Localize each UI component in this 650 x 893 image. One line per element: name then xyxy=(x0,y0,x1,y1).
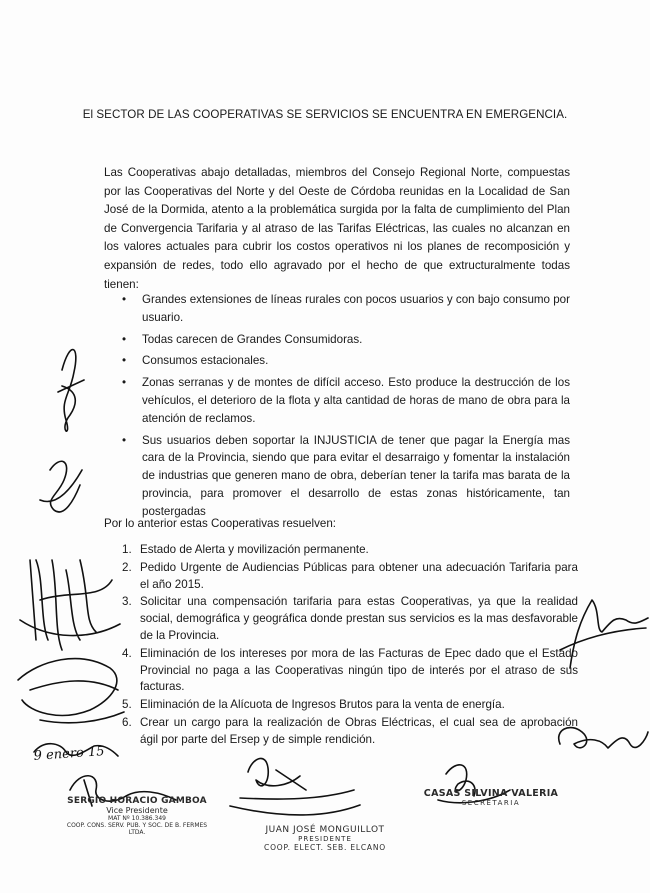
handwritten-date: 9 enero 15 xyxy=(33,744,105,764)
bullet-marker: • xyxy=(122,433,127,447)
resolution-item xyxy=(104,715,578,749)
bullet-item xyxy=(104,432,570,521)
stamp-casas xyxy=(416,788,566,807)
signatory-name: JUAN JOSÉ MONGUILLOT xyxy=(265,825,385,835)
signature-scribble xyxy=(230,758,360,815)
bullet-item xyxy=(104,352,570,370)
signatory-role: PRESIDENTE xyxy=(298,835,352,843)
resolution-text: Eliminación de la Alícuota de Ingresos Brutos para la venta de energía. xyxy=(140,698,505,712)
bullet-marker: • xyxy=(122,376,127,390)
resolutions-intro: Por lo anterior estas Cooperativas resuelven: xyxy=(104,517,336,530)
resolution-number: 6. xyxy=(122,715,132,729)
signatory-name: SERGIO HORACIO GAMBOA xyxy=(67,796,207,806)
signatory-coop: COOP. CONS. SERV. PUB. Y SOC. DE B. FERMES LTDA. xyxy=(66,822,208,836)
resolution-number: 5. xyxy=(122,698,132,712)
resolution-number: 3. xyxy=(122,595,132,609)
resolution-item xyxy=(104,594,578,644)
intro-paragraph: Las Cooperativas abajo detalladas, miembros del Consejo Regional Norte, compuestas por las Cooperativas del Norte y del Oeste de Córdoba reunidas en la Localidad de San José de la Dormida, atento a la problemática surgida por la falta de cumplimiento del Plan de Convergencia Tarifaria y al atraso de las Tarifas Eléctricas, las cuales no alcanzan en los valores actuales para cubrir los costos operativos ni los planes de recomposición y expansión de redes, todo ello agravado por el hecho de que extructuralmente todas tienen: xyxy=(104,166,570,291)
resolution-number: 2. xyxy=(122,560,132,574)
resolution-item xyxy=(104,560,578,594)
bullet-item xyxy=(104,291,570,327)
signature-scribble xyxy=(58,350,84,432)
resolution-item xyxy=(104,697,578,714)
bullet-text: Sus usuarios deben soportar la INJUSTICIA de tener que pagar la Energía mas cara de la Provincia, siendo que para evitar el desarraigo y fomentar la instalación de industrias que generen mano de obra, deberían tener la tarifa mas barata de la provincia, para promover el desarrollo de estas zonas históricamente, tan postergadas xyxy=(142,433,570,518)
resolution-text: Pedido Urgente de Audiencias Públicas para obtener una adecuación Tarifaria para el año 2015. xyxy=(140,560,578,591)
signatory-role: Vice Presidente xyxy=(106,806,168,815)
stamp-gamboa xyxy=(62,796,212,836)
resolution-text: Eliminación de los intereses por mora de las Facturas de Epec dado que el Estado Provincial no paga a las Cooperativas ningún tipo de interés por el atraso de sus facturas. xyxy=(140,646,578,694)
signatory-id: MAT Nº 10.386.349 xyxy=(108,815,166,822)
bullet-item xyxy=(104,331,570,349)
signatory-role: SECRETARIA xyxy=(461,799,521,807)
signature-scribble xyxy=(40,461,82,512)
resolution-text: Solicitar una compensación tarifaria para estas Cooperativas, ya que la realidad social, demográfica y geográfica donde prestan sus servicios es la mas desfavorable de la Provincia. xyxy=(140,595,578,642)
resolution-number: 4. xyxy=(122,646,132,660)
bullet-marker: • xyxy=(122,354,127,368)
signatory-coop: COOP. ELECT. SEB. ELCANO xyxy=(264,843,386,852)
resolution-text: Estado de Alerta y movilización permanente. xyxy=(140,543,369,556)
bullet-list xyxy=(104,291,570,525)
resolutions-list xyxy=(104,542,578,750)
bullet-text: Zonas serranas y de montes de difícil acceso. Esto produce la destrucción de los vehículos, el deterioro de la flota y alta cantidad de horas de mano de obra para la atención de reclamos. xyxy=(142,376,570,425)
bullet-text: Todas carecen de Grandes Consumidoras. xyxy=(142,332,363,346)
bullet-text: Consumos estacionales. xyxy=(142,354,269,368)
signatory-name: CASAS SILVINA VALERIA xyxy=(423,788,559,799)
bullet-item xyxy=(104,374,570,427)
bullet-marker: • xyxy=(122,332,127,346)
resolution-item xyxy=(104,542,578,559)
resolution-item xyxy=(104,646,578,696)
bullet-text: Grandes extensiones de líneas rurales con pocos usuarios y con bajo consumo por usuario. xyxy=(142,293,570,324)
stamp-monguillot xyxy=(240,825,410,852)
resolution-text: Crear un cargo para la realización de Obras Eléctricas, el cual sea de aprobación ágil por parte del Ersep y de simple rendición. xyxy=(140,715,578,746)
document-title: El SECTOR DE LAS COOPERATIVAS SE SERVICIOS SE ENCUENTRA EN EMERGENCIA. xyxy=(82,108,568,121)
resolution-number: 1. xyxy=(122,543,132,556)
bullet-marker: • xyxy=(122,293,127,306)
